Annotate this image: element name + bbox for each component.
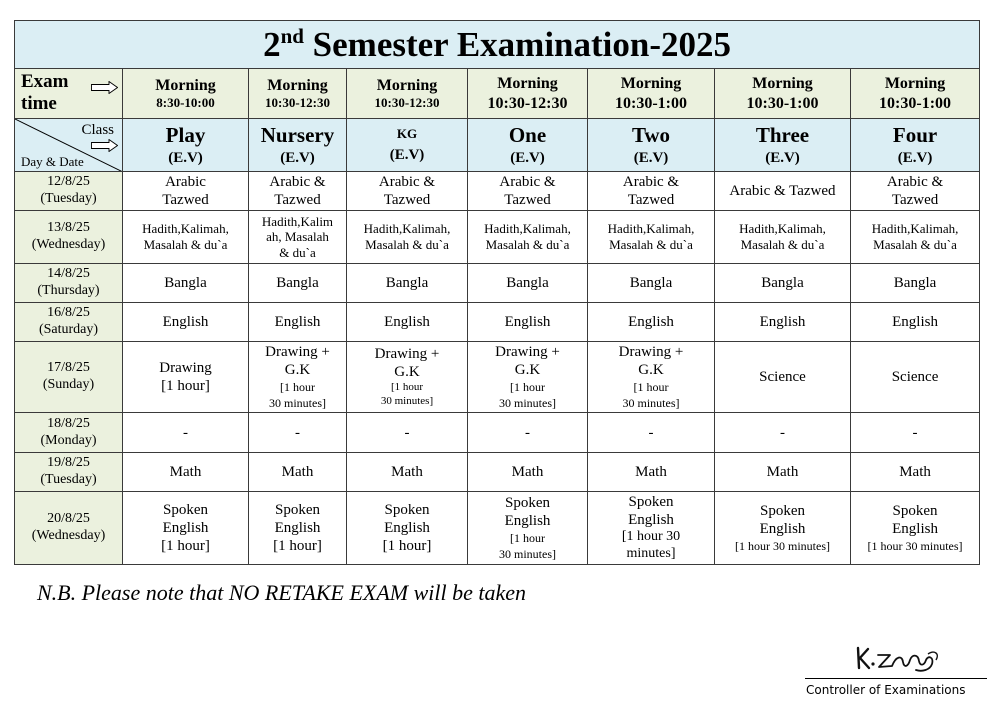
signature-image [852, 640, 944, 680]
schedule-cell: Hadith,Kalimah, Masalah & du`a [468, 211, 588, 264]
table-row [15, 413, 980, 453]
schedule-cell: Arabic & Tazwed [347, 172, 468, 211]
schedule-cell: Drawing + G.K [1 hour 30 minutes] [347, 342, 468, 413]
table-row [15, 172, 980, 211]
schedule-cell: Drawing [1 hour] [123, 342, 249, 413]
exam-time-three: Morning 10:30-1:00 [715, 69, 851, 119]
schedule-cell: Math [249, 453, 347, 492]
schedule-cell: Arabic & Tazwed [588, 172, 715, 211]
schedule-cell: Math [715, 453, 851, 492]
schedule-cell: English [715, 303, 851, 342]
schedule-cell: Hadith,Kalimah, Masalah & du`a [347, 211, 468, 264]
table-row [15, 211, 980, 264]
schedule-cell: Arabic & Tazwed [468, 172, 588, 211]
exam-time-kg: Morning 10:30-12:30 [347, 69, 468, 119]
schedule-cell: Math [347, 453, 468, 492]
schedule-cell: Bangla [588, 264, 715, 303]
exam-time-one: Morning 10:30-12:30 [468, 69, 588, 119]
schedule-cell: Science [715, 342, 851, 413]
schedule-cell: Bangla [851, 264, 980, 303]
schedule-cell: Spoken English [1 hour 30 minutes] [715, 492, 851, 565]
date-cell: 17/8/25 (Sunday) [15, 342, 123, 413]
class-header-kg: KG (E.V) [347, 119, 468, 172]
retake-note: N.B. Please note that NO RETAKE EXAM will be taken [37, 580, 527, 605]
schedule-cell: English [347, 303, 468, 342]
schedule-cell: Math [588, 453, 715, 492]
schedule-cell: Hadith,Kalimah, Masalah & du`a [123, 211, 249, 264]
schedule-cell: Spoken English [1 hour] [249, 492, 347, 565]
schedule-cell: English [123, 303, 249, 342]
class-header-four: Four (E.V) [851, 119, 980, 172]
schedule-cell: - [249, 413, 347, 453]
date-cell: 19/8/25 (Tuesday) [15, 453, 123, 492]
schedule-cell: Arabic & Tazwed [851, 172, 980, 211]
class-header-play: Play (E.V) [123, 119, 249, 172]
schedule-cell: English [468, 303, 588, 342]
schedule-cell: Bangla [715, 264, 851, 303]
schedule-cell: - [851, 413, 980, 453]
class-header-three: Three (E.V) [715, 119, 851, 172]
date-cell: 14/8/25 (Thursday) [15, 264, 123, 303]
table-row [15, 342, 980, 413]
schedule-cell: Hadith,Kalimah, Masalah & du`a [588, 211, 715, 264]
schedule-cell: Spoken English [1 hour 30 minutes] [851, 492, 980, 565]
exam-time-two: Morning 10:30-1:00 [588, 69, 715, 119]
exam-schedule-table [14, 20, 980, 565]
schedule-cell: - [123, 413, 249, 453]
schedule-cell: Math [468, 453, 588, 492]
right-arrow-icon [91, 81, 118, 94]
class-day-date-header [15, 119, 123, 172]
schedule-cell: English [851, 303, 980, 342]
exam-time-label: Exam time [15, 69, 123, 119]
schedule-cell: Bangla [123, 264, 249, 303]
date-cell: 12/8/25 (Tuesday) [15, 172, 123, 211]
date-cell: 20/8/25 (Wednesday) [15, 492, 123, 565]
schedule-cell: - [468, 413, 588, 453]
schedule-cell: Math [851, 453, 980, 492]
schedule-cell: Bangla [249, 264, 347, 303]
schedule-cell: - [347, 413, 468, 453]
class-header-nursery: Nursery (E.V) [249, 119, 347, 172]
schedule-cell: Spoken English [1 hour] [347, 492, 468, 565]
page-title: 2nd Semester Examination-2025 [15, 21, 980, 69]
exam-time-play: Morning 8:30-10:00 [123, 69, 249, 119]
schedule-cell: Spoken English [1 hour] [123, 492, 249, 565]
exam-time-row [15, 69, 980, 119]
exam-time-four: Morning 10:30-1:00 [851, 69, 980, 119]
date-cell: 13/8/25 (Wednesday) [15, 211, 123, 264]
schedule-cell: Hadith,Kalimah, Masalah & du`a [715, 211, 851, 264]
date-cell: 16/8/25 (Saturday) [15, 303, 123, 342]
schedule-cell: English [588, 303, 715, 342]
date-cell: 18/8/25 (Monday) [15, 413, 123, 453]
schedule-cell: Hadith,Kalim ah, Masalah & du`a [249, 211, 347, 264]
table-row [15, 453, 980, 492]
schedule-cell: - [588, 413, 715, 453]
class-header-two: Two (E.V) [588, 119, 715, 172]
schedule-cell: Drawing + G.K [1 hour 30 minutes] [588, 342, 715, 413]
right-arrow-icon [91, 139, 118, 152]
schedule-cell: Bangla [468, 264, 588, 303]
schedule-cell: Spoken English [1 hour 30 minutes] [468, 492, 588, 565]
table-row [15, 303, 980, 342]
schedule-cell: Bangla [347, 264, 468, 303]
schedule-cell: Drawing + G.K [1 hour 30 minutes] [468, 342, 588, 413]
schedule-cell: Drawing + G.K [1 hour 30 minutes] [249, 342, 347, 413]
controller-title: Controller of Examinations [806, 683, 966, 697]
schedule-cell: Arabic & Tazwed [715, 172, 851, 211]
schedule-cell: Science [851, 342, 980, 413]
day-date-label: Day & Date [21, 154, 84, 170]
schedule-cell: Math [123, 453, 249, 492]
schedule-cell: Spoken English [1 hour 30 minutes] [588, 492, 715, 565]
schedule-cell: Hadith,Kalimah, Masalah & du`a [851, 211, 980, 264]
class-header-one: One (E.V) [468, 119, 588, 172]
schedule-cell: - [715, 413, 851, 453]
signature-line [805, 678, 987, 679]
schedule-cell: English [249, 303, 347, 342]
exam-time-nursery: Morning 10:30-12:30 [249, 69, 347, 119]
schedule-cell: Arabic & Tazwed [249, 172, 347, 211]
table-row [15, 264, 980, 303]
class-header-row [15, 119, 980, 172]
class-label: Class [81, 122, 114, 138]
schedule-cell: Arabic Tazwed [123, 172, 249, 211]
table-row [15, 492, 980, 565]
